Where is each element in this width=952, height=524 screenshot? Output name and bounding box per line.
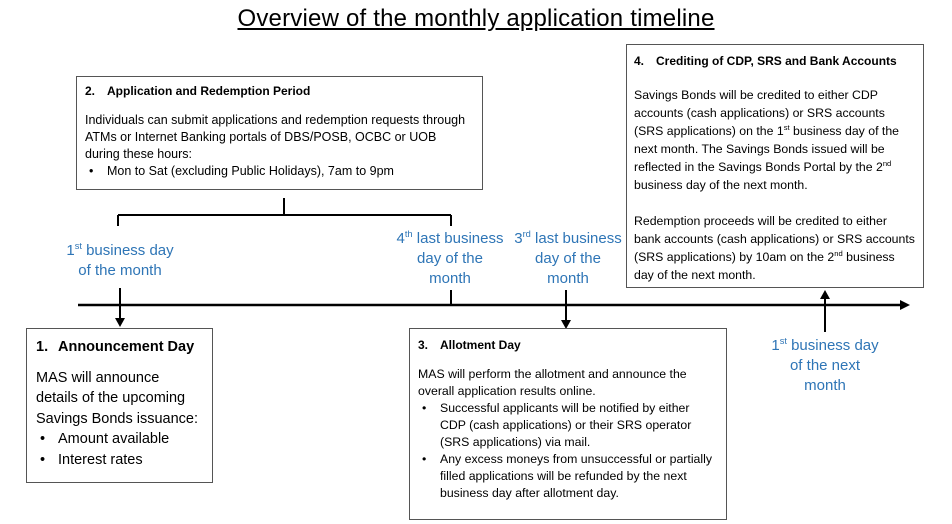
crediting-paragraph-redemption: Redemption proceeds will be credited to either bank accounts (cash applications) or SRS accounts (SRS applications) by 10am on the 2nd business day of the next month. <box>634 214 915 282</box>
box-heading: Crediting of CDP, SRS and Bank Accounts <box>656 54 897 68</box>
label-fourth-last-business-day: 4th last business day of the month <box>396 229 504 287</box>
crediting-box <box>626 44 924 288</box>
announcement-arrowhead <box>115 318 125 327</box>
announcement-day-box <box>26 328 213 483</box>
label-third-last-business-day: 3rd last business day of the month <box>514 229 622 287</box>
box-heading: Application and Redemption Period <box>107 84 311 98</box>
timeline-arrowhead <box>900 300 910 310</box>
box-heading: Announcement Day <box>58 339 195 355</box>
application-period-box <box>76 76 483 190</box>
list-item: • Any excess moneys from unsuccessful or partially filled applications will be refunded by the next business day after allotment day. <box>418 451 718 502</box>
box-number: 4. <box>634 54 645 68</box>
announcement-day-text: MAS will announce details of the upcoming Savings Bonds issuance: <box>36 369 199 427</box>
list-item: • Successful applicants will be notified by either CDP (cash applications) or their SRS operator (SRS applications) via mail. <box>418 400 718 451</box>
list-item: • Mon to Sat (excluding Public Holidays), 7am to 9pm <box>85 163 474 180</box>
list-item: • Amount available <box>36 429 203 450</box>
announcement-day-list <box>36 429 203 470</box>
label-next-month-business-day: 1st business day of the next month <box>771 336 879 394</box>
box-heading: Allotment Day <box>440 338 521 352</box>
allotment-day-list <box>418 400 718 502</box>
crediting-heading <box>634 52 916 70</box>
application-period-text: Individuals can submit applications and redemption requests through ATMs or Internet Banking portals of DBS/POSB, OCBC or UOB during these hours: <box>85 113 466 161</box>
page-title: Overview of the monthly application timeline <box>237 5 715 32</box>
application-period-heading <box>85 83 474 100</box>
application-period-list <box>85 163 474 180</box>
announcement-day-heading <box>36 337 203 358</box>
crediting-arrowhead <box>820 290 830 299</box>
allotment-day-text: MAS will perform the allotment and announce the overall application results online. <box>418 367 687 398</box>
box-number: 2. <box>85 84 96 98</box>
box-number: 1. <box>36 339 49 355</box>
box-number: 3. <box>418 338 429 352</box>
allotment-day-box <box>409 328 727 520</box>
crediting-paragraph-bonds: Savings Bonds will be credited to either CDP accounts (cash applications) or SRS accounts (SRS applications) on the 1st business day of the next month. The Savings Bonds issued will be reflected in the Savings Bonds Portal by the 2nd business day of the next month. <box>634 88 900 192</box>
label-first-business-day: 1st business day of the month <box>66 241 174 279</box>
list-item: • Interest rates <box>36 450 203 471</box>
allotment-day-heading <box>418 337 718 354</box>
